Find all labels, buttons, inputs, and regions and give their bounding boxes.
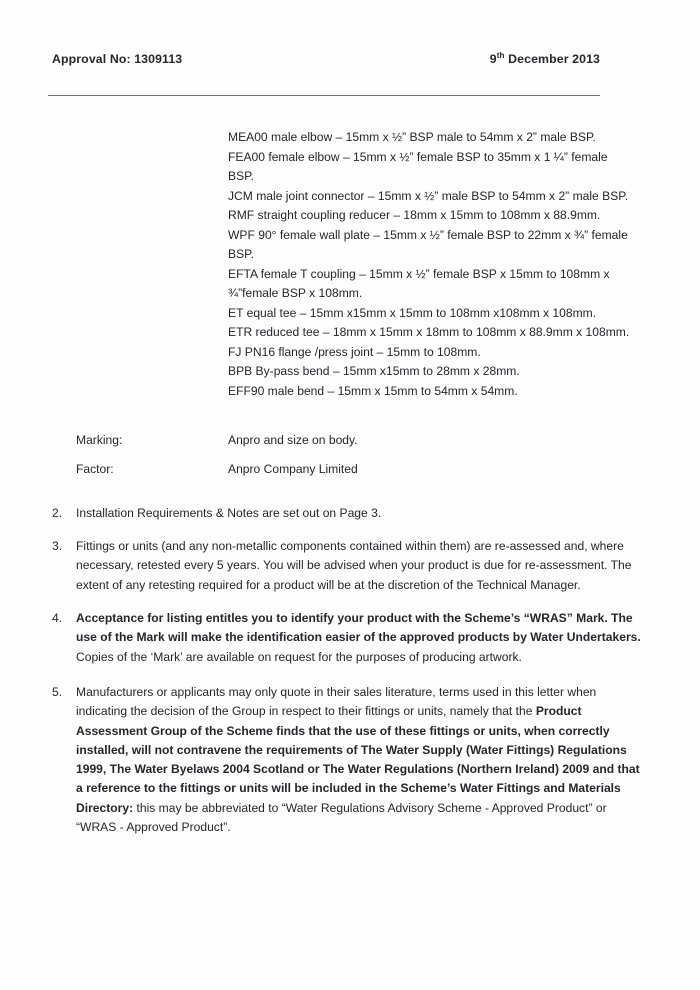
date-day: 9: [489, 52, 497, 66]
fitting-item: BPB By-pass bend – 15mm x15mm to 28mm x 28mm.: [228, 364, 520, 378]
numbered-item-2: [52, 504, 648, 523]
fittings-list: [228, 128, 632, 401]
item-text-lead: Manufacturers or applicants may only quote in their sales literature, terms used in this letter when indicating the decision of the Group in respect to their fittings or units, namely that the: [76, 685, 597, 719]
fitting-item: FEA00 female elbow – 15mm x ½” female BSP to 35mm x 1 ¼” female BSP.: [228, 149, 608, 183]
item-number: 3.: [52, 539, 63, 553]
item-text-bold: Acceptance for listing entitles you to identify your product with the Scheme’s “WRAS” Mark. The use of the Mark will make the identification easier of the approved products by Water Undertakers.: [76, 611, 641, 645]
item-number: 2.: [52, 506, 63, 520]
fitting-item: JCM male joint connector – 15mm x ½” male BSP to 54mm x 2” male BSP.: [228, 188, 629, 203]
fitting-item: WPF 90° female wall plate – 15mm x ½” female BSP to 22mm x ¾” female BSP.: [228, 227, 628, 261]
numbered-item-5: [52, 683, 648, 837]
item-number: 5.: [52, 685, 63, 699]
header-divider-rule: [48, 95, 600, 96]
fitting-item: EFTA female T coupling – 15mm x ½” female BSP x 15mm to 108mm x ¾”female BSP x 108mm.: [228, 266, 610, 300]
numbered-item-3: [52, 537, 648, 595]
date-ordinal-suffix: th: [496, 50, 505, 60]
item-text-bold: Product Assessment Group of the Scheme finds that the use of these fittings or units, when correctly installed, will not contravene the requirements of The Water Supply (Water Fittings) Regulations 1999, The Water Byelaws 2004 Scotland or The Water Regulations (Northern Ireland) 2009 and that a reference to the fittings or units will be included in the Scheme’s Water Fittings and Materials Directory:: [76, 704, 640, 815]
factor-row: [76, 460, 616, 480]
item-text-tail: this may be abbreviated to “Water Regulations Advisory Scheme - Approved Product” or “WRAS - Approved Product”.: [76, 800, 607, 835]
item-text: [76, 609, 648, 667]
numbered-item-4: [52, 609, 648, 667]
letter-date: [490, 52, 600, 66]
marking-value: Anpro and size on body.: [228, 433, 358, 447]
item-number: 4.: [52, 611, 63, 625]
fitting-item: EFF90 male bend – 15mm x 15mm to 54mm x 54mm.: [228, 383, 518, 398]
factor-value: Anpro Company Limited: [228, 462, 358, 476]
fitting-item: MEA00 male elbow – 15mm x ½” BSP male to 54mm x 2” male BSP.: [228, 130, 596, 144]
factor-label: Factor:: [76, 462, 114, 476]
date-month-year: December 2013: [504, 52, 600, 66]
item-text: Installation Requirements & Notes are set out on Page 3.: [76, 506, 382, 520]
marking-row: [76, 431, 616, 451]
approval-number: Approval No: 1309113: [52, 52, 183, 66]
item-text: [76, 683, 648, 837]
fitting-item: ETR reduced tee – 18mm x 15mm x 18mm to 108mm x 88.9mm x 108mm.: [228, 325, 630, 339]
fitting-item: ET equal tee – 15mm x15mm x 15mm to 108mm x108mm x 108mm.: [228, 305, 597, 320]
page-header: [52, 52, 600, 66]
item-text: Fittings or units (and any non-metallic components contained within them) are re-assessed and, where necessary, retested every 5 years. You will be advised when your product is due for re-assessment. The extent of any retesting required for a product will be at the discretion of the Technical Manager.: [76, 539, 632, 592]
fitting-item: RMF straight coupling reducer – 18mm x 15mm to 108mm x 88.9mm.: [228, 208, 601, 222]
marking-label: Marking:: [76, 433, 123, 447]
fitting-item: FJ PN16 flange /press joint – 15mm to 108mm.: [228, 344, 481, 359]
item-text-plain: Copies of the ‘Mark’ are available on request for the purposes of producing artwork.: [76, 649, 522, 664]
